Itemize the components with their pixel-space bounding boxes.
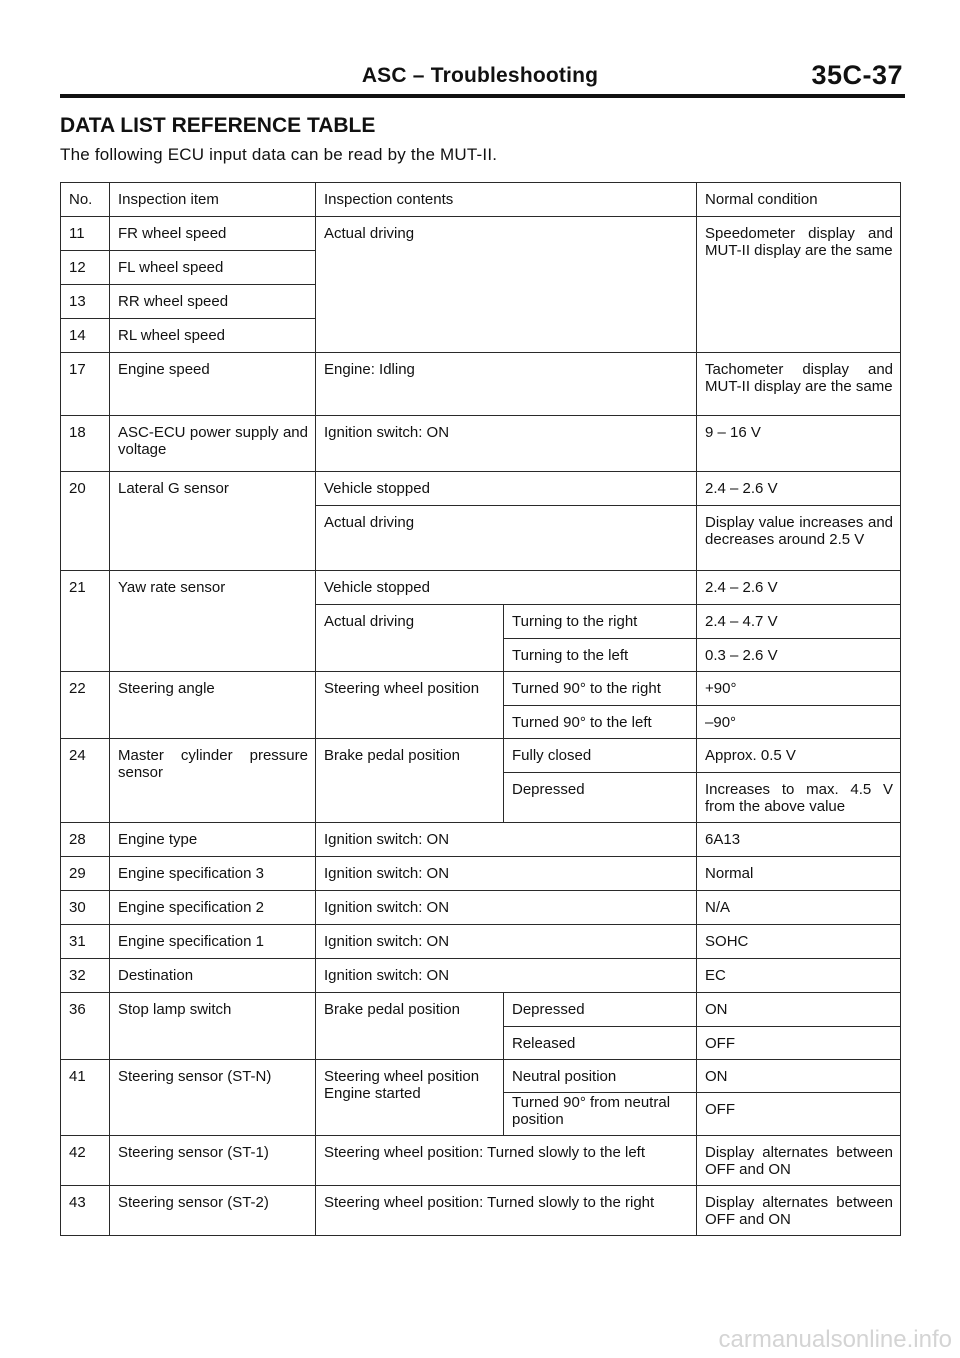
row-no: 31: [61, 925, 110, 959]
table-row: [61, 857, 901, 891]
row-contents: Actual driving: [316, 217, 697, 353]
page-number: 35C-37: [811, 60, 903, 90]
row-item: ASC-ECU power supply and voltage: [110, 416, 316, 472]
table-row: [61, 571, 901, 605]
table-row: [61, 993, 901, 1027]
table-row: [61, 353, 901, 416]
row-normal: Display alternates between OFF and ON: [697, 1186, 901, 1236]
row-normal: Display value increases and decreases around 2.5 V: [697, 506, 901, 571]
row-normal: Normal: [697, 857, 901, 891]
watermark: carmanualsonline.info: [718, 1326, 952, 1353]
row-subcondition: Neutral position: [504, 1060, 697, 1093]
row-no: 41: [61, 1060, 110, 1136]
row-contents: Steering wheel position: [316, 672, 504, 739]
row-contents: Ignition switch: ON: [316, 823, 697, 857]
row-subcondition: Turned 90° from neutral position: [504, 1093, 697, 1136]
row-subcondition: Fully closed: [504, 739, 697, 773]
page-title: ASC – Troubleshooting: [361, 64, 599, 87]
row-no: 28: [61, 823, 110, 857]
row-contents: Vehicle stopped: [316, 472, 697, 506]
header-no: No.: [61, 183, 110, 217]
row-subcondition: Turning to the left: [504, 639, 697, 672]
row-normal: 2.4 – 2.6 V: [697, 472, 901, 506]
row-item: Steering sensor (ST-N): [110, 1060, 316, 1136]
row-subcondition: Released: [504, 1027, 697, 1060]
row-item: Steering sensor (ST-1): [110, 1136, 316, 1186]
row-no: 11: [61, 217, 110, 251]
row-normal: Speedometer display and MUT-II display are the same: [697, 217, 901, 353]
row-no: 42: [61, 1136, 110, 1186]
header-normal-condition: Normal condition: [697, 183, 901, 217]
row-normal: N/A: [697, 891, 901, 925]
row-no: 24: [61, 739, 110, 823]
table-row: [61, 891, 901, 925]
row-normal: 6A13: [697, 823, 901, 857]
header-inspection-contents: Inspection contents: [316, 183, 697, 217]
row-contents: Ignition switch: ON: [316, 416, 697, 472]
header-inspection-item: Inspection item: [110, 183, 316, 217]
row-item: Steering angle: [110, 672, 316, 739]
row-contents: Vehicle stopped: [316, 571, 697, 605]
row-item: Engine specification 1: [110, 925, 316, 959]
row-no: 21: [61, 571, 110, 672]
table-row: [61, 823, 901, 857]
data-list-table: [60, 182, 901, 1236]
row-no: 13: [61, 285, 110, 319]
row-item: Engine type: [110, 823, 316, 857]
row-no: 36: [61, 993, 110, 1060]
row-item: Steering sensor (ST-2): [110, 1186, 316, 1236]
table-row: [61, 472, 901, 506]
row-contents: Actual driving: [316, 506, 697, 571]
table-row: [61, 1186, 901, 1236]
row-contents: Actual driving: [316, 605, 504, 672]
row-no: 29: [61, 857, 110, 891]
row-normal: SOHC: [697, 925, 901, 959]
row-normal: Tachometer display and MUT-II display are the same: [697, 353, 901, 416]
row-contents: Steering wheel position Engine started: [316, 1060, 504, 1136]
row-subcondition: Turned 90° to the left: [504, 706, 697, 739]
row-contents: Brake pedal position: [316, 993, 504, 1060]
row-normal: 2.4 – 2.6 V: [697, 571, 901, 605]
row-no: 30: [61, 891, 110, 925]
row-item: RR wheel speed: [110, 285, 316, 319]
row-item: FL wheel speed: [110, 251, 316, 285]
row-no: 22: [61, 672, 110, 739]
row-item: Engine speed: [110, 353, 316, 416]
row-no: 43: [61, 1186, 110, 1236]
row-normal: EC: [697, 959, 901, 993]
row-normal: OFF: [697, 1027, 901, 1060]
row-normal: Display alternates between OFF and ON: [697, 1136, 901, 1186]
table-row: [61, 925, 901, 959]
row-no: 20: [61, 472, 110, 571]
row-item: Master cylinder pressure sensor: [110, 739, 316, 823]
row-item: RL wheel speed: [110, 319, 316, 353]
row-normal: 0.3 – 2.6 V: [697, 639, 901, 672]
table-header-row: [61, 183, 901, 217]
section-title: DATA LIST REFERENCE TABLE: [60, 114, 376, 137]
row-no: 14: [61, 319, 110, 353]
row-item: Stop lamp switch: [110, 993, 316, 1060]
row-contents: Brake pedal position: [316, 739, 504, 823]
row-no: 32: [61, 959, 110, 993]
row-normal: 2.4 – 4.7 V: [697, 605, 901, 639]
row-contents: Steering wheel position: Turned slowly to the right: [316, 1186, 697, 1236]
header-rule: [60, 94, 905, 98]
row-normal: 9 – 16 V: [697, 416, 901, 472]
row-normal: –90°: [697, 706, 901, 739]
table-row: [61, 739, 901, 773]
row-contents: Ignition switch: ON: [316, 925, 697, 959]
section-intro: The following ECU input data can be read by the MUT-II.: [60, 145, 498, 164]
row-no: 12: [61, 251, 110, 285]
row-normal: +90°: [697, 672, 901, 706]
row-contents: Engine: Idling: [316, 353, 697, 416]
row-contents: Ignition switch: ON: [316, 959, 697, 993]
row-contents: Ignition switch: ON: [316, 891, 697, 925]
row-item: Engine specification 3: [110, 857, 316, 891]
row-subcondition: Turning to the right: [504, 605, 697, 639]
row-subcondition: Depressed: [504, 993, 697, 1027]
row-item: FR wheel speed: [110, 217, 316, 251]
row-normal: Increases to max. 4.5 V from the above value: [697, 773, 901, 823]
table-row: [61, 416, 901, 472]
table-row: [61, 217, 901, 251]
row-no: 17: [61, 353, 110, 416]
row-normal: Approx. 0.5 V: [697, 739, 901, 773]
row-item: Lateral G sensor: [110, 472, 316, 571]
row-contents: Steering wheel position: Turned slowly to the left: [316, 1136, 697, 1186]
row-item: Destination: [110, 959, 316, 993]
row-subcondition: Turned 90° to the right: [504, 672, 697, 706]
row-subcondition: Depressed: [504, 773, 697, 823]
row-item: Engine specification 2: [110, 891, 316, 925]
table-row: [61, 1060, 901, 1093]
row-item: Yaw rate sensor: [110, 571, 316, 672]
table-row: [61, 672, 901, 706]
table-row: [61, 959, 901, 993]
row-no: 18: [61, 416, 110, 472]
table-row: [61, 1136, 901, 1186]
row-normal: ON: [697, 1060, 901, 1093]
row-contents: Ignition switch: ON: [316, 857, 697, 891]
row-normal: OFF: [697, 1093, 901, 1136]
row-normal: ON: [697, 993, 901, 1027]
